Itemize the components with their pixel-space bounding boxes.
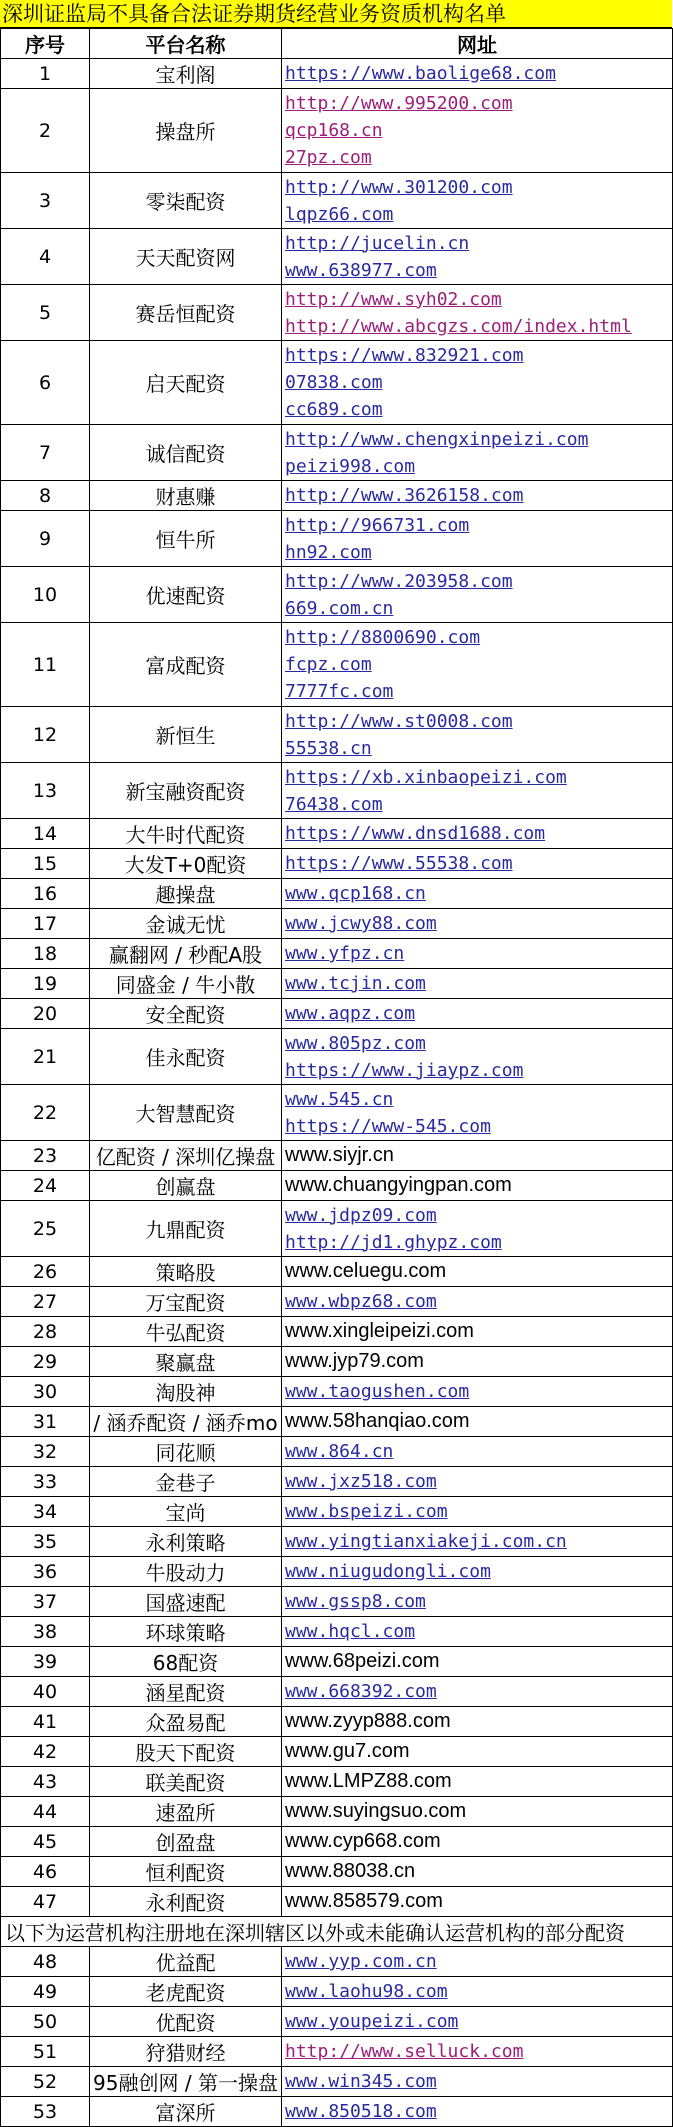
platform-name: 聚赢盘: [90, 1347, 282, 1377]
row-number: 17: [1, 909, 90, 939]
row-number: 45: [1, 1827, 90, 1857]
table-row: [1, 173, 673, 229]
table-row: [1, 969, 673, 999]
website-link[interactable]: https://www-545.com: [285, 1115, 491, 1137]
url-cell: [282, 1085, 673, 1141]
table-row: [1, 1827, 673, 1857]
header-row: [1, 29, 673, 59]
website-link[interactable]: www.bspeizi.com: [285, 1501, 448, 1522]
website-link[interactable]: www.864.cn: [285, 1441, 394, 1462]
website-link[interactable]: www.805pz.com: [285, 1032, 426, 1054]
header-name: 平台名称: [90, 29, 282, 59]
url-cell: [282, 1797, 673, 1827]
url-cell: [282, 1141, 673, 1171]
platform-name: 创赢盘: [90, 1171, 282, 1201]
url-cell: [282, 1977, 673, 2007]
platform-name: 股天下配资: [90, 1737, 282, 1767]
table-row: [1, 909, 673, 939]
website-text: www.xingleipeizi.com: [285, 1320, 474, 1342]
website-link[interactable]: www.yfpz.cn: [285, 943, 405, 964]
url-cell: [282, 763, 673, 819]
url-cell: [282, 819, 673, 849]
url-cell: [282, 481, 673, 511]
url-cell: [282, 879, 673, 909]
table-row: [1, 285, 673, 341]
table-row: [1, 89, 673, 173]
platform-name: 同盛金 / 牛小散: [90, 969, 282, 999]
url-cell: [282, 849, 673, 879]
platform-name: 牛弘配资: [90, 1317, 282, 1347]
url-cell: [282, 1201, 673, 1257]
url-cell: [282, 285, 673, 341]
row-number: 22: [1, 1085, 90, 1141]
platform-name: 新宝融资配资: [90, 763, 282, 819]
url-cell: [282, 1677, 673, 1707]
website-link[interactable]: https://www.baolige68.com: [285, 63, 556, 84]
website-link[interactable]: www.545.cn: [285, 1088, 394, 1110]
url-cell: [282, 1467, 673, 1497]
website-link[interactable]: http://www.chengxinpeizi.com: [285, 428, 589, 450]
table-row: [1, 1257, 673, 1287]
table-body: [1, 29, 673, 2127]
row-number: 15: [1, 849, 90, 879]
website-link[interactable]: www.jcwy88.com: [285, 913, 437, 934]
row-number: 40: [1, 1677, 90, 1707]
row-number: 19: [1, 969, 90, 999]
url-cell: [282, 1377, 673, 1407]
row-number: 28: [1, 1317, 90, 1347]
website-link[interactable]: http://www.203958.com: [285, 570, 513, 592]
url-cell: [282, 909, 673, 939]
row-number: 27: [1, 1287, 90, 1317]
url-cell: [282, 1767, 673, 1797]
row-number: 29: [1, 1347, 90, 1377]
table-row: [1, 1377, 673, 1407]
row-number: 14: [1, 819, 90, 849]
website-link[interactable]: qcp168.cn: [285, 120, 383, 141]
table-row: [1, 999, 673, 1029]
platform-name: 速盈所: [90, 1797, 282, 1827]
row-number: 6: [1, 341, 90, 425]
website-link[interactable]: 7777fc.com: [285, 681, 394, 702]
platform-name: / 涵乔配资 / 涵乔mo: [90, 1407, 282, 1437]
url-cell: [282, 1557, 673, 1587]
table-row: [1, 59, 673, 89]
url-cell: [282, 59, 673, 89]
platform-name: 金诚无忧: [90, 909, 282, 939]
table-row: [1, 1617, 673, 1647]
platform-name: 亿配资 / 深圳亿操盘: [90, 1141, 282, 1171]
website-text: www.jyp79.com: [285, 1350, 424, 1372]
row-number: 7: [1, 425, 90, 481]
platform-name: 狩猎财经: [90, 2037, 282, 2067]
table-row: [1, 939, 673, 969]
platform-name: 优速配资: [90, 567, 282, 623]
website-link[interactable]: http://www.995200.com: [285, 93, 513, 114]
table-row: [1, 2067, 673, 2097]
website-text: www.celuegu.com: [285, 1260, 447, 1282]
website-link[interactable]: http://www.301200.com: [285, 176, 513, 198]
website-link[interactable]: http://966731.com: [285, 514, 470, 536]
table-row: [1, 1737, 673, 1767]
platform-name: 操盘所: [90, 89, 282, 173]
website-link[interactable]: http://www.st0008.com: [285, 710, 513, 732]
table-row: [1, 1887, 673, 1917]
row-number: 12: [1, 707, 90, 763]
url-cell: [282, 623, 673, 707]
website-link[interactable]: https://xb.xinbaopeizi.com: [285, 766, 567, 788]
row-number: 26: [1, 1257, 90, 1287]
platform-name: 永利配资: [90, 1887, 282, 1917]
website-link[interactable]: http://www.selluck.com: [285, 2041, 524, 2062]
platform-name: 赛岳恒配资: [90, 285, 282, 341]
website-link[interactable]: http://8800690.com: [285, 627, 481, 648]
row-number: 11: [1, 623, 90, 707]
notice-text: 以下为运营机构注册地在深圳辖区以外或未能确认运营机构的部分配资: [1, 1917, 673, 1947]
platform-name: 九鼎配资: [90, 1201, 282, 1257]
row-number: 21: [1, 1029, 90, 1085]
row-number: 10: [1, 567, 90, 623]
table-row: [1, 229, 673, 285]
table-row: [1, 1407, 673, 1437]
platform-name: 金巷子: [90, 1467, 282, 1497]
url-cell: [282, 1947, 673, 1977]
website-link[interactable]: https://www.jiaypz.com: [285, 1059, 524, 1081]
url-cell: [282, 1617, 673, 1647]
website-link[interactable]: https://www.55538.com: [285, 853, 513, 874]
platform-name: 永利策略: [90, 1527, 282, 1557]
url-cell: [282, 1171, 673, 1201]
website-link[interactable]: peizi998.com: [285, 455, 416, 477]
website-text: www.suyingsuo.com: [285, 1800, 467, 1822]
website-link[interactable]: http://jd1.ghypz.com: [285, 1231, 502, 1253]
website-link[interactable]: www.gssp8.com: [285, 1591, 426, 1612]
url-cell: [282, 1257, 673, 1287]
website-link[interactable]: www.638977.com: [285, 259, 437, 281]
platform-name: 优益配: [90, 1947, 282, 1977]
row-number: 25: [1, 1201, 90, 1257]
platform-name: 优配资: [90, 2007, 282, 2037]
table-row: [1, 1201, 673, 1257]
url-cell: [282, 1527, 673, 1557]
table-row: [1, 2037, 673, 2067]
table-row: [1, 1171, 673, 1201]
row-number: 41: [1, 1707, 90, 1737]
row-number: 1: [1, 59, 90, 89]
platform-name: 众盈易配: [90, 1707, 282, 1737]
website-link[interactable]: http://www.syh02.com: [285, 288, 502, 310]
website-link[interactable]: lqpz66.com: [285, 203, 394, 225]
table-row: [1, 1347, 673, 1377]
platform-name: 宝利阁: [90, 59, 282, 89]
website-link[interactable]: http://www.3626158.com: [285, 485, 524, 506]
row-number: 33: [1, 1467, 90, 1497]
platform-name: 恒利配资: [90, 1857, 282, 1887]
table-row: [1, 1527, 673, 1557]
website-link[interactable]: www.850518.com: [285, 2101, 437, 2122]
website-link[interactable]: 27pz.com: [285, 147, 372, 168]
website-link[interactable]: www.yyp.com.cn: [285, 1951, 437, 1972]
url-cell: [282, 939, 673, 969]
platform-table: [0, 28, 673, 2127]
website-text: www.siyjr.cn: [285, 1144, 394, 1166]
table-row: [1, 1467, 673, 1497]
website-link[interactable]: www.jxz518.com: [285, 1471, 437, 1492]
url-cell: [282, 2037, 673, 2067]
platform-name: 大发T+0配资: [90, 849, 282, 879]
url-cell: [282, 707, 673, 763]
sheet-title: 深圳证监局不具备合法证券期货经营业务资质机构名单: [0, 0, 672, 28]
url-cell: [282, 173, 673, 229]
row-number: 16: [1, 879, 90, 909]
platform-name: 安全配资: [90, 999, 282, 1029]
table-row: [1, 511, 673, 567]
table-row: [1, 1437, 673, 1467]
url-cell: [282, 1497, 673, 1527]
website-link[interactable]: www.jdpz09.com: [285, 1204, 437, 1226]
table-row: [1, 1141, 673, 1171]
row-number: 37: [1, 1587, 90, 1617]
table-row: [1, 623, 673, 707]
website-link[interactable]: 669.com.cn: [285, 597, 394, 619]
table-row: [1, 1557, 673, 1587]
platform-name: 环球策略: [90, 1617, 282, 1647]
url-cell: [282, 229, 673, 285]
website-link[interactable]: www.tcjin.com: [285, 973, 426, 994]
table-row: [1, 1287, 673, 1317]
website-link[interactable]: www.win345.com: [285, 2071, 437, 2092]
row-number: 48: [1, 1947, 90, 1977]
table-row: [1, 879, 673, 909]
platform-name: 68配资: [90, 1647, 282, 1677]
table-row: [1, 763, 673, 819]
platform-name: 创盈盘: [90, 1827, 282, 1857]
row-number: 47: [1, 1887, 90, 1917]
url-cell: [282, 2007, 673, 2037]
website-link[interactable]: www.aqpz.com: [285, 1003, 416, 1024]
url-cell: [282, 1437, 673, 1467]
website-text: www.zyyp888.com: [285, 1710, 451, 1732]
url-cell: [282, 1287, 673, 1317]
row-number: 35: [1, 1527, 90, 1557]
platform-name: 万宝配资: [90, 1287, 282, 1317]
table-row: [1, 1797, 673, 1827]
platform-name: 诚信配资: [90, 425, 282, 481]
website-link[interactable]: fcpz.com: [285, 654, 372, 675]
website-text: www.88038.cn: [285, 1860, 416, 1882]
url-cell: [282, 1737, 673, 1767]
website-link[interactable]: www.wbpz68.com: [285, 1291, 437, 1312]
table-row: [1, 1947, 673, 1977]
platform-name: 老虎配资: [90, 1977, 282, 2007]
table-row: [1, 849, 673, 879]
row-number: 13: [1, 763, 90, 819]
table-row: [1, 1085, 673, 1141]
table-row: [1, 425, 673, 481]
table-row: [1, 1977, 673, 2007]
website-link[interactable]: www.yingtianxiakeji.com.cn: [285, 1531, 567, 1552]
table-row: [1, 1767, 673, 1797]
row-number: 38: [1, 1617, 90, 1647]
url-cell: [282, 89, 673, 173]
platform-name: 赢翻网 / 秒配A股: [90, 939, 282, 969]
website-text: www.858579.com: [285, 1890, 443, 1912]
url-cell: [282, 1707, 673, 1737]
url-cell: [282, 969, 673, 999]
row-number: 31: [1, 1407, 90, 1437]
platform-name: 佳永配资: [90, 1029, 282, 1085]
row-number: 18: [1, 939, 90, 969]
table-row: [1, 481, 673, 511]
table-row: [1, 1497, 673, 1527]
website-link[interactable]: 07838.com: [285, 372, 383, 393]
website-text: www.chuangyingpan.com: [285, 1174, 512, 1196]
website-text: www.gu7.com: [285, 1740, 410, 1762]
website-link[interactable]: 55538.cn: [285, 737, 372, 759]
url-cell: [282, 341, 673, 425]
website-link[interactable]: www.laohu98.com: [285, 1981, 448, 2002]
row-number: 34: [1, 1497, 90, 1527]
table-row: [1, 1317, 673, 1347]
website-link[interactable]: 76438.com: [285, 793, 383, 815]
website-text: www.68peizi.com: [285, 1650, 440, 1672]
table-row: [1, 341, 673, 425]
row-number: 23: [1, 1141, 90, 1171]
platform-name: 95融创网 / 第一操盘: [90, 2067, 282, 2097]
website-link[interactable]: http://jucelin.cn: [285, 232, 470, 254]
website-text: www.LMPZ88.com: [285, 1770, 452, 1792]
website-link[interactable]: https://www.832921.com: [285, 345, 524, 366]
platform-name: 宝尚: [90, 1497, 282, 1527]
row-number: 44: [1, 1797, 90, 1827]
row-number: 20: [1, 999, 90, 1029]
url-cell: [282, 567, 673, 623]
row-number: 4: [1, 229, 90, 285]
url-cell: [282, 1827, 673, 1857]
website-link[interactable]: www.niugudongli.com: [285, 1561, 491, 1582]
row-number: 36: [1, 1557, 90, 1587]
platform-name: 同花顺: [90, 1437, 282, 1467]
url-cell: [282, 1029, 673, 1085]
row-number: 53: [1, 2097, 90, 2127]
website-link[interactable]: www.668392.com: [285, 1681, 437, 1702]
url-cell: [282, 1347, 673, 1377]
url-cell: [282, 1587, 673, 1617]
url-cell: [282, 2067, 673, 2097]
row-number: 50: [1, 2007, 90, 2037]
url-cell: [282, 425, 673, 481]
row-number: 8: [1, 481, 90, 511]
platform-name: 恒牛所: [90, 511, 282, 567]
website-link[interactable]: www.hqcl.com: [285, 1621, 416, 1642]
url-cell: [282, 1407, 673, 1437]
table-row: [1, 1647, 673, 1677]
row-number: 42: [1, 1737, 90, 1767]
platform-name: 新恒生: [90, 707, 282, 763]
platform-name: 财惠赚: [90, 481, 282, 511]
platform-name: 天天配资网: [90, 229, 282, 285]
row-number: 24: [1, 1171, 90, 1201]
website-text: www.cyp668.com: [285, 1830, 441, 1852]
website-link[interactable]: cc689.com: [285, 399, 383, 420]
url-cell: [282, 1317, 673, 1347]
header-url: 网址: [282, 29, 673, 59]
platform-name: 启天配资: [90, 341, 282, 425]
row-number: 5: [1, 285, 90, 341]
table-row: [1, 707, 673, 763]
platform-name: 涵星配资: [90, 1677, 282, 1707]
row-number: 32: [1, 1437, 90, 1467]
row-number: 39: [1, 1647, 90, 1677]
row-number: 49: [1, 1977, 90, 2007]
url-cell: [282, 1647, 673, 1677]
url-cell: [282, 2097, 673, 2127]
row-number: 9: [1, 511, 90, 567]
url-cell: [282, 1887, 673, 1917]
website-link[interactable]: hn92.com: [285, 541, 372, 563]
platform-name: 策略股: [90, 1257, 282, 1287]
row-number: 52: [1, 2067, 90, 2097]
platform-name: 大牛时代配资: [90, 819, 282, 849]
platform-name: 联美配资: [90, 1767, 282, 1797]
table-row: [1, 1857, 673, 1887]
platform-name: 富成配资: [90, 623, 282, 707]
platform-name: 大智慧配资: [90, 1085, 282, 1141]
row-number: 43: [1, 1767, 90, 1797]
table-row: [1, 2097, 673, 2127]
url-cell: [282, 999, 673, 1029]
table-row: [1, 1707, 673, 1737]
table-row: [1, 1029, 673, 1085]
table-row: [1, 567, 673, 623]
row-number: 46: [1, 1857, 90, 1887]
table-row: [1, 2007, 673, 2037]
row-number: 51: [1, 2037, 90, 2067]
platform-name: 趣操盘: [90, 879, 282, 909]
row-number: 2: [1, 89, 90, 173]
table-row: [1, 1587, 673, 1617]
platform-name: 淘股神: [90, 1377, 282, 1407]
website-link[interactable]: https://www.dnsd1688.com: [285, 823, 546, 844]
website-link[interactable]: www.qcp168.cn: [285, 883, 426, 904]
platform-name: 国盛速配: [90, 1587, 282, 1617]
platform-name: 牛股动力: [90, 1557, 282, 1587]
notice-row: [1, 1917, 673, 1947]
url-cell: [282, 1857, 673, 1887]
platform-name: 零柒配资: [90, 173, 282, 229]
table-row: [1, 1677, 673, 1707]
url-cell: [282, 511, 673, 567]
row-number: 3: [1, 173, 90, 229]
table-row: [1, 819, 673, 849]
website-link[interactable]: www.youpeizi.com: [285, 2011, 459, 2032]
website-link[interactable]: http://www.abcgzs.com/index.html: [285, 315, 632, 337]
website-text: www.58hanqiao.com: [285, 1410, 470, 1432]
row-number: 30: [1, 1377, 90, 1407]
platform-name: 富深所: [90, 2097, 282, 2127]
website-link[interactable]: www.taogushen.com: [285, 1381, 470, 1402]
header-num: 序号: [1, 29, 90, 59]
